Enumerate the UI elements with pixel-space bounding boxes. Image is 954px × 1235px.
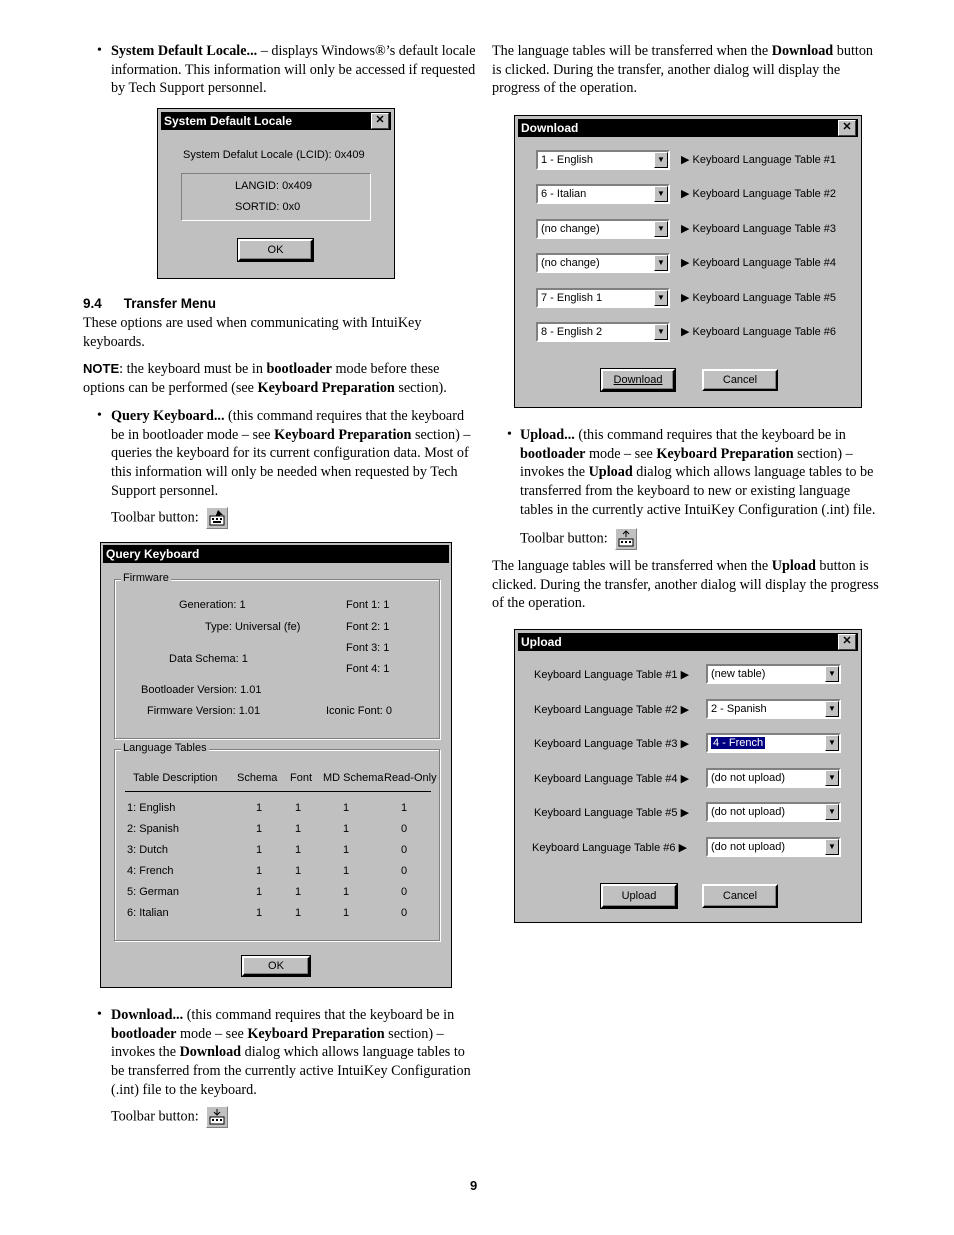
dialog-title-bar (518, 633, 858, 651)
table-cell-description: 5: German (127, 886, 179, 898)
dropdown-arrow-icon[interactable]: ▼ (654, 290, 668, 306)
dropdown-arrow-icon[interactable]: ▼ (654, 152, 668, 168)
target-table-label: ▶ Keyboard Language Table #1 (681, 154, 837, 166)
font1-label: Font 1: 1 (346, 599, 390, 611)
toolbar-button-row (520, 528, 637, 550)
upload-button-label: Upload (621, 890, 657, 902)
iconic-font-label: Iconic Font: 0 (326, 705, 393, 717)
target-table-label: ▶ Keyboard Language Table #2 (681, 188, 837, 201)
select-value: (no change) (541, 222, 600, 235)
locale-info-panel (181, 173, 371, 221)
dialog-title: Download (521, 121, 579, 135)
table-cell-description: 2: Spanish (127, 823, 179, 835)
table-cell-description: 1: English (127, 802, 176, 814)
select-value: 7 - English 1 (541, 291, 603, 304)
upload-target-select[interactable] (706, 699, 841, 719)
table-cell: 1 (295, 865, 302, 877)
query-keyboard-desc: Query Keyboard... (this command requires that the keyboard be in bootloader mode – see Keyboard Preparation section) – queries the keyboard for its current configuration data. Most of this information will only be needed when requested by Tech Support personnel. (111, 408, 471, 499)
source-table-label: Keyboard Language Table #5 ▶ (534, 807, 690, 820)
dropdown-arrow-icon[interactable]: ▼ (825, 770, 839, 786)
table-cell: 1 (343, 844, 350, 856)
language-select[interactable] (536, 219, 670, 239)
upload-target-select[interactable] (706, 802, 841, 822)
bullet-dot: • (97, 43, 102, 58)
select-value: (do not upload) (711, 806, 785, 819)
table-cell: 1 (295, 886, 302, 898)
source-table-label: Keyboard Language Table #3 ▶ (534, 738, 690, 751)
col-header-description: Table Description (133, 772, 218, 784)
table-cell: 1 (295, 844, 302, 856)
cancel-button-label: Cancel (722, 890, 758, 902)
table-cell: 1 (256, 865, 263, 877)
language-select[interactable] (536, 253, 670, 273)
upload-dialog (514, 629, 862, 923)
select-value: 4 - French (713, 737, 764, 750)
font3-label: Font 3: 1 (346, 642, 390, 654)
download-button-label: Download (613, 374, 663, 386)
download-dialog (514, 115, 862, 408)
target-table-label: ▶ Keyboard Language Table #5 (681, 291, 837, 304)
cancel-button-label: Cancel (722, 374, 758, 386)
table-header-divider (125, 791, 431, 792)
col-header-read-only: Read-Only (384, 772, 437, 784)
dialog-title: Query Keyboard (106, 547, 200, 561)
table-cell-description: 6: Italian (127, 907, 169, 919)
toolbar-button-row (111, 1106, 228, 1128)
dialog-title-bar (103, 545, 449, 563)
upload-target-select[interactable] (706, 733, 841, 753)
upload-paragraph: The language tables will be transferred when the Upload button is clicked. During the transfer, another dialog will display the progress of the operation. (492, 558, 879, 612)
bootloader-version-label: Bootloader Version: 1.01 (141, 684, 262, 696)
table-cell: 1 (256, 802, 263, 814)
col-header-md-schema: MD Schema (323, 772, 384, 784)
generation-label: Generation: 1 (179, 599, 246, 611)
download-desc: Download... (this command requires that the keyboard be in bootloader mode – see Keyboard Preparation section) – invokes the Download dialog which allows language tables to be transferred from the currently active IntuiKey Configuration (.int) file to the keyboard. (111, 1007, 471, 1098)
dropdown-arrow-icon[interactable]: ▼ (825, 735, 839, 751)
select-value: 6 - Italian (541, 188, 587, 201)
select-value: (do not upload) (711, 841, 785, 853)
table-cell: 1 (256, 823, 263, 835)
source-table-label: Keyboard Language Table #1 ▶ (534, 669, 690, 681)
download-paragraph: The language tables will be transferred when the Download button is clicked. During the transfer, another dialog will display the progress of the operation. (492, 43, 874, 97)
dropdown-arrow-icon[interactable]: ▼ (654, 186, 668, 202)
table-cell: 1 (343, 865, 350, 877)
select-value: 8 - English 2 (541, 326, 603, 338)
dropdown-arrow-icon[interactable]: ▼ (825, 701, 839, 717)
col-header-font: Font (290, 772, 313, 784)
lcid-label: System Defalut Locale (LCID): 0x409 (183, 149, 365, 161)
target-table-label: ▶ Keyboard Language Table #3 (681, 222, 837, 235)
sortid-label: SORTID: 0x0 (235, 201, 301, 213)
table-cell: 1 (343, 823, 350, 835)
system-default-locale-dialog (157, 108, 395, 279)
cancel-button[interactable] (702, 369, 778, 391)
table-cell-description: 3: Dutch (127, 844, 168, 856)
upload-desc: Upload... (this command requires that the keyboard be in bootloader mode – see Keyboard Preparation section) – invokes the Upload dialog which allows language tables to be transferred from the keyboard to new or existing language tables in the currently active IntuiKey Configuration (.int) file. (520, 427, 876, 518)
table-cell: 1 (256, 907, 263, 919)
select-value: (new table) (711, 668, 766, 680)
langid-label: LANGID: 0x409 (235, 180, 313, 192)
download-toolbar-icon[interactable] (206, 1106, 228, 1128)
data-schema-label: Data Schema: 1 (169, 653, 248, 665)
section-heading: 9.4 Transfer Menu (83, 296, 217, 311)
table-cell: 0 (401, 907, 408, 919)
target-table-label: ▶ Keyboard Language Table #4 (681, 257, 837, 270)
dialog-title: System Default Locale (164, 114, 293, 128)
dialog-title: Upload (521, 635, 562, 649)
toolbar-label: Toolbar button: (111, 509, 199, 526)
select-value: 2 - Spanish (711, 702, 767, 715)
query-keyboard-dialog (100, 542, 452, 988)
table-cell: 0 (401, 886, 408, 898)
note-paragraph: NOTE: the keyboard must be in bootloader mode before these options can be performed (see Keyboard Preparation section). (83, 361, 447, 396)
system-default-locale-desc: System Default Locale... – displays Windows®’s default locale information. This information will only be accessed if requested by Tech Support personnel. (111, 43, 476, 97)
firmware-group-label: Firmware (123, 572, 169, 584)
dialog-title-bar (518, 119, 858, 137)
source-table-label: Keyboard Language Table #4 ▶ (534, 772, 690, 785)
dropdown-arrow-icon[interactable]: ▼ (654, 221, 668, 237)
firmware-version-label: Firmware Version: 1.01 (147, 705, 261, 717)
dropdown-arrow-icon[interactable]: ▼ (654, 255, 668, 271)
download-button[interactable] (601, 369, 675, 391)
section-intro: These options are used when communicating with IntuiKey keyboards. (83, 315, 422, 350)
table-cell: 1 (295, 907, 302, 919)
bullet-dot: • (97, 1007, 102, 1022)
select-value: (do not upload) (711, 771, 785, 784)
table-cell: 0 (401, 844, 408, 856)
close-icon[interactable]: ✕ (838, 634, 856, 650)
close-icon[interactable]: ✕ (838, 120, 856, 136)
upload-target-select[interactable] (706, 768, 841, 788)
language-select[interactable] (536, 322, 670, 342)
source-table-label: Keyboard Language Table #2 ▶ (534, 703, 690, 716)
close-icon[interactable]: ✕ (371, 113, 389, 129)
query-keyboard-toolbar-icon[interactable] (206, 507, 228, 529)
dropdown-arrow-icon[interactable]: ▼ (825, 666, 839, 682)
font2-label: Font 2: 1 (346, 621, 390, 633)
language-select[interactable] (536, 150, 670, 170)
select-value: (no change) (541, 257, 600, 270)
language-tables-group-label: Language Tables (123, 742, 207, 754)
target-table-label: ▶ Keyboard Language Table #6 (681, 326, 837, 338)
language-select[interactable] (536, 184, 670, 204)
table-cell: 1 (343, 802, 350, 814)
table-cell: 1 (295, 823, 302, 835)
dropdown-arrow-icon[interactable]: ▼ (825, 839, 839, 855)
page-number: 9 (470, 1178, 478, 1193)
toolbar-label: Toolbar button: (111, 1108, 199, 1125)
table-cell: 1 (256, 886, 263, 898)
table-cell: 1 (295, 802, 302, 814)
upload-target-select[interactable] (706, 664, 841, 684)
table-cell: 1 (401, 802, 408, 814)
ok-button[interactable]: OK (238, 239, 313, 261)
cancel-button[interactable] (702, 884, 778, 908)
dialog-title-bar (161, 112, 391, 130)
table-cell: 1 (343, 886, 350, 898)
select-value: 1 - English (541, 154, 593, 166)
language-select[interactable] (536, 288, 670, 308)
toolbar-button-row (111, 507, 228, 529)
upload-toolbar-icon[interactable] (615, 528, 637, 550)
bullet-dot: • (507, 427, 512, 442)
font4-label: Font 4: 1 (346, 663, 390, 675)
source-table-label: Keyboard Language Table #6 ▶ (532, 842, 688, 854)
ok-button[interactable]: OK (242, 956, 310, 976)
dropdown-arrow-icon[interactable]: ▼ (654, 324, 668, 340)
bullet-dot: • (97, 408, 102, 423)
table-cell: 0 (401, 823, 408, 835)
table-cell-description: 4: French (127, 865, 174, 877)
table-cell: 0 (401, 865, 408, 877)
upload-button[interactable] (601, 884, 677, 908)
upload-target-select[interactable] (706, 837, 841, 857)
table-cell: 1 (343, 907, 350, 919)
type-label: Type: Universal (fe) (205, 621, 301, 633)
col-header-schema: Schema (237, 772, 278, 784)
dropdown-arrow-icon[interactable]: ▼ (825, 804, 839, 820)
toolbar-label: Toolbar button: (520, 530, 608, 547)
table-cell: 1 (256, 844, 263, 856)
